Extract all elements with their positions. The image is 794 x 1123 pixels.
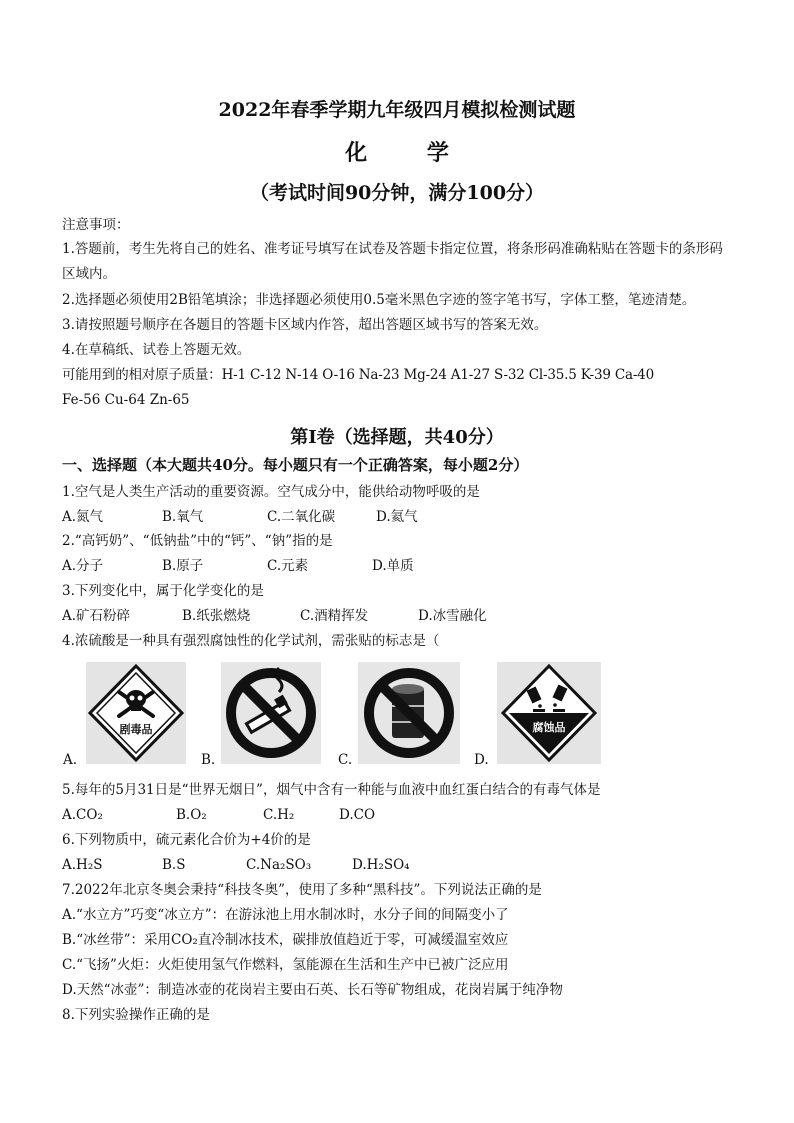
q2-option-b: B.原子: [162, 558, 204, 574]
q4-option-a: A.: [63, 752, 78, 768]
q1-option-b: B.氧气: [162, 509, 204, 525]
part1-heading: 第I卷（选择题，共40分）: [290, 427, 504, 448]
q3-option-a: A.矿石粉碎: [62, 608, 131, 624]
q1-option-a: A.氮气: [62, 509, 104, 525]
q6-options: [62, 856, 410, 874]
note-item-4: 4.在草稿纸、试卷上答题无效。: [62, 342, 251, 358]
q7-stem: 7.2022年北京冬奥会秉持“科技冬奥”，使用了多种“黑科技”。下列说法正确的是: [62, 882, 542, 898]
q4-option-d: D.: [474, 752, 489, 768]
q1-option-c: C.二氧化碳: [267, 509, 336, 525]
q7-option-a: A.“水立方”巧变“冰立方”：在游泳池上用水制冰时，水分子间的间隔变小了: [62, 907, 509, 923]
subject-title: 化 学: [345, 140, 475, 166]
q6-option-d: D.H₂SO₄: [352, 857, 410, 873]
note-item-2: 2.选择题必须使用2B铅笔填涂；非选择题必须使用0.5毫米黑色字迹的签字笔书写，字体工整，笔迹清楚。: [62, 292, 696, 308]
atomic-masses-line2: Fe-56 Cu-64 Zn-65: [62, 392, 190, 408]
exam-title: 2022年春季学期九年级四月模拟检测试题: [218, 99, 576, 121]
q5-option-a: A.CO₂: [62, 807, 103, 823]
q3-stem: 3.下列变化中，属于化学变化的是: [62, 583, 264, 599]
q7-option-d: D.天然“冰壶”：制造冰壶的花岗岩主要由石英、长石等矿物组成，花岗岩属于纯净物: [62, 982, 563, 998]
q4-option-c: C.: [338, 752, 353, 768]
corrosive-label: 腐蚀品: [532, 721, 566, 734]
q5-option-d: D.CO: [339, 807, 376, 823]
q5-option-b: B.O₂: [176, 807, 207, 823]
q1-options: [62, 508, 418, 526]
corrosive-sign-image: [497, 662, 601, 764]
q4-stem: 4.浓硫酸是一种具有强烈腐蚀性的化学试剂，需张贴的标志是（: [62, 633, 440, 649]
notes-heading: 注意事项：: [62, 217, 130, 233]
q5-options: [62, 806, 375, 824]
q1-stem: 1.空气是人类生产活动的重要资源。空气成分中，能供给动物呼吸的是: [62, 484, 480, 500]
q2-option-a: A.分子: [62, 558, 104, 574]
prohibition-drum-sign-image: [358, 662, 460, 764]
no-smoking-sign-image: [221, 662, 321, 764]
q7-option-c: C.“飞扬”火炬：火炬使用氢气作燃料，氢能源在生活和生产中已被广泛应用: [62, 957, 509, 973]
toxic-sign-image: [86, 662, 186, 764]
q3-option-c: C.酒精挥发: [300, 608, 369, 624]
q4-option-b: B.: [201, 752, 216, 768]
q8-stem: 8.下列实验操作正确的是: [62, 1007, 210, 1023]
section1-heading: 一、选择题（本大题共40分。每小题只有一个正确答案，每小题2分）: [62, 456, 529, 474]
q5-stem: 5.每年的5月31日是“世界无烟日”，烟气中含有一种能与血液中血红蛋白结合的有毒气体是: [62, 782, 601, 798]
q3-options: [62, 607, 487, 625]
q1-option-d: D.氦气: [376, 509, 418, 525]
q2-option-d: D.单质: [372, 558, 414, 574]
atomic-masses-line1: 可能用到的相对原子质量：H-1 C-12 N-14 O-16 Na-23 Mg-24 A1-27 S-32 Cl-35.5 K-39 Ca-40: [62, 367, 654, 383]
exam-info: （考试时间90分钟，满分100分）: [249, 182, 545, 204]
q6-option-a: A.H₂S: [62, 857, 103, 873]
note-item-1: 1.答题前，考生先将自己的姓名、准考证号填写在试卷及答题卡指定位置，将条形码准确粘贴在答题卡的条形码区域内。: [62, 241, 723, 282]
q6-stem: 6.下列物质中，硫元素化合价为+4价的是: [62, 832, 311, 848]
note-item-3: 3.请按照题号顺序在各题目的答题卡区域内作答，超出答题区域书写的答案无效。: [62, 317, 548, 333]
q2-stem: 2.“高钙奶”、“低钠盐”中的“钙”、“钠”指的是: [62, 533, 333, 549]
q7-option-b: B.“冰丝带”：采用CO₂直冷制冰技术，碳排放值趋近于零，可减缓温室效应: [62, 932, 509, 948]
q6-option-c: C.Na₂SO₃: [246, 857, 312, 873]
q2-options: [62, 557, 414, 575]
q5-option-c: C.H₂: [263, 807, 295, 823]
q6-option-b: B.S: [162, 857, 186, 873]
q3-option-d: D.冰雪融化: [418, 608, 487, 624]
q3-option-b: B.纸张燃烧: [182, 608, 251, 624]
toxic-label: 剧毒品: [119, 723, 153, 736]
q2-option-c: C.元素: [267, 558, 309, 574]
